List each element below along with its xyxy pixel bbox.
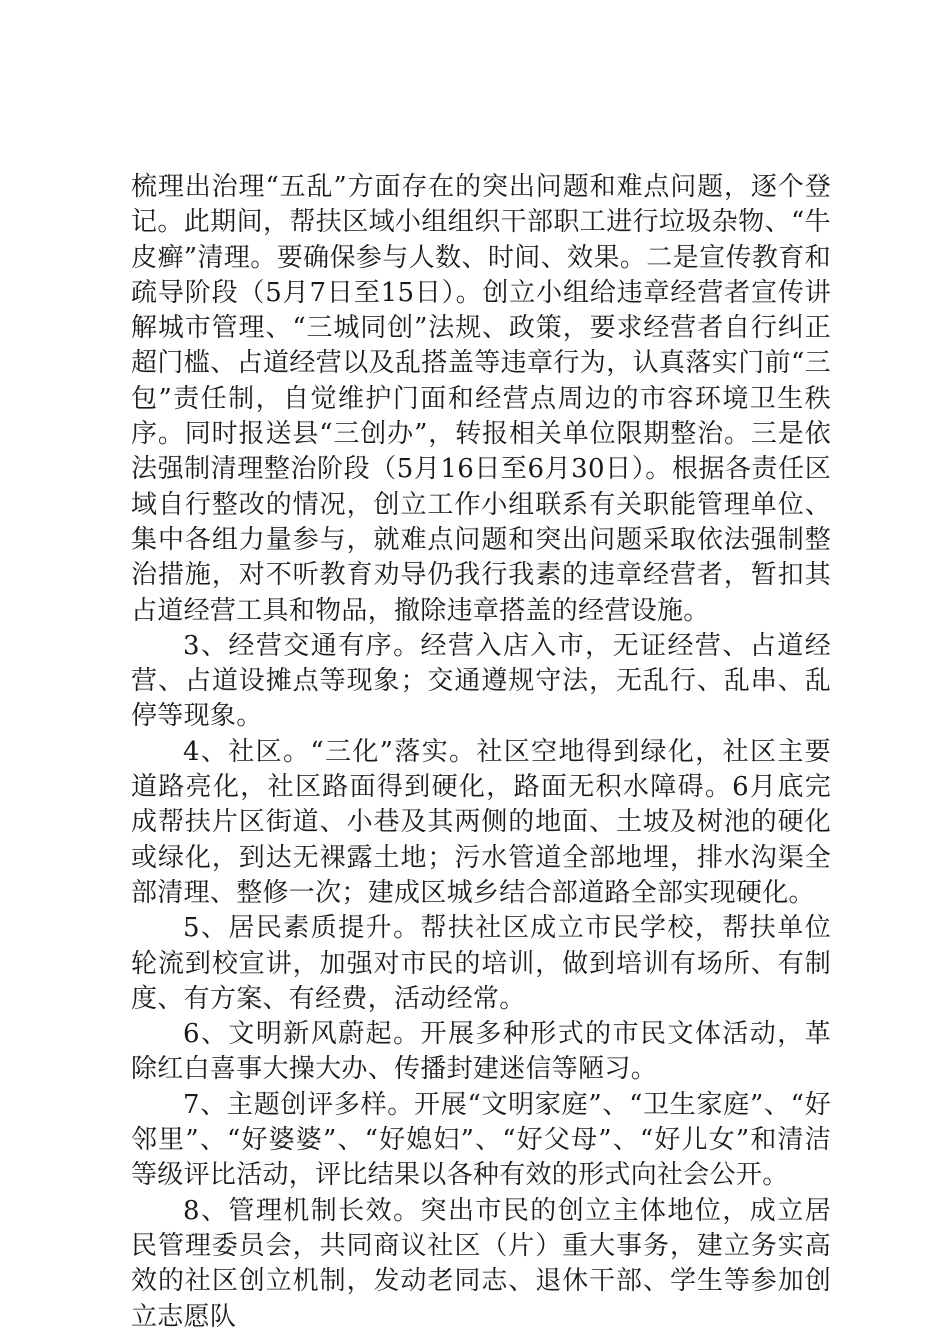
paragraph-7: 8、管理机制长效。突出市民的创立主体地位，成立居民管理委员会，共同商议社区（片）重大事务，建立务实高效的社区创立机制，发动老同志、退休干部、学生等参加创立志愿队 [131,1195,831,1332]
paragraph-2: 3、经营交通有序。经营入店入市，无证经营、占道经营、占道设摊点等现象；交通遵规守法，无乱行、乱串、乱停等现象。 [131,630,831,732]
paragraph-6: 7、主题创评多样。开展“文明家庭”、“卫生家庭”、“好邻里”、“好婆婆”、“好媳妇”、“好父母”、“好儿女”和清洁等级评比活动，评比结果以各种有效的形式向社会公开。 [131,1089,831,1191]
document-body [131,170,831,1335]
paragraph-4: 5、居民素质提升。帮扶社区成立市民学校，帮扶单位轮流到校宣讲，加强对市民的培训，做到培训有场所、有制度、有方案、有经费，活动经常。 [131,913,831,1014]
paragraph-1: 梳理出治理“五乱”方面存在的突出问题和难点问题，逐个登记。此期间，帮扶区域小组组织干部职工进行垃圾杂物、“牛皮癣”清理。要确保参与人数、时间、效果。二是宣传教育和疏导阶段（5月7日至15日）。创立小组给违章经营者宣传讲解城市管理、“三城同创”法规、政策，要求经营者自行纠正超门槛、占道经营以及乱搭盖等违章行为，认真落实门前“三包”责任制，自觉维护门面和经营点周边的市容环境卫生秩序。同时报送县“三创办”，转报相关单位限期整治。三是依法强制清理整治阶段（5月16日至6月30日）。根据各责任区域自行整改的情况，创立工作小组联系有关职能管理单位、集中各组力量参与，就难点问题和突出问题采取依法强制整治措施，对不听教育劝导仍我行我素的违章经营者，暂扣其占道经营工具和物品，撤除违章搭盖的经营设施。 [131,172,831,626]
paragraph-3: 4、社区。“三化”落实。社区空地得到绿化，社区主要道路亮化，社区路面得到硬化，路面无积水障碍。6月底完成帮扶片区街道、小巷及其两侧的地面、土坡及树池的硬化或绿化，到达无裸露土地；污水管道全部地埋，排水沟渠全部清理、整修一次；建成区城乡结合部道路全部实现硬化。 [131,736,831,908]
paragraph-5: 6、文明新风蔚起。开展多种形式的市民文体活动，革除红白喜事大操大办、传播封建迷信等陋习。 [131,1019,831,1085]
